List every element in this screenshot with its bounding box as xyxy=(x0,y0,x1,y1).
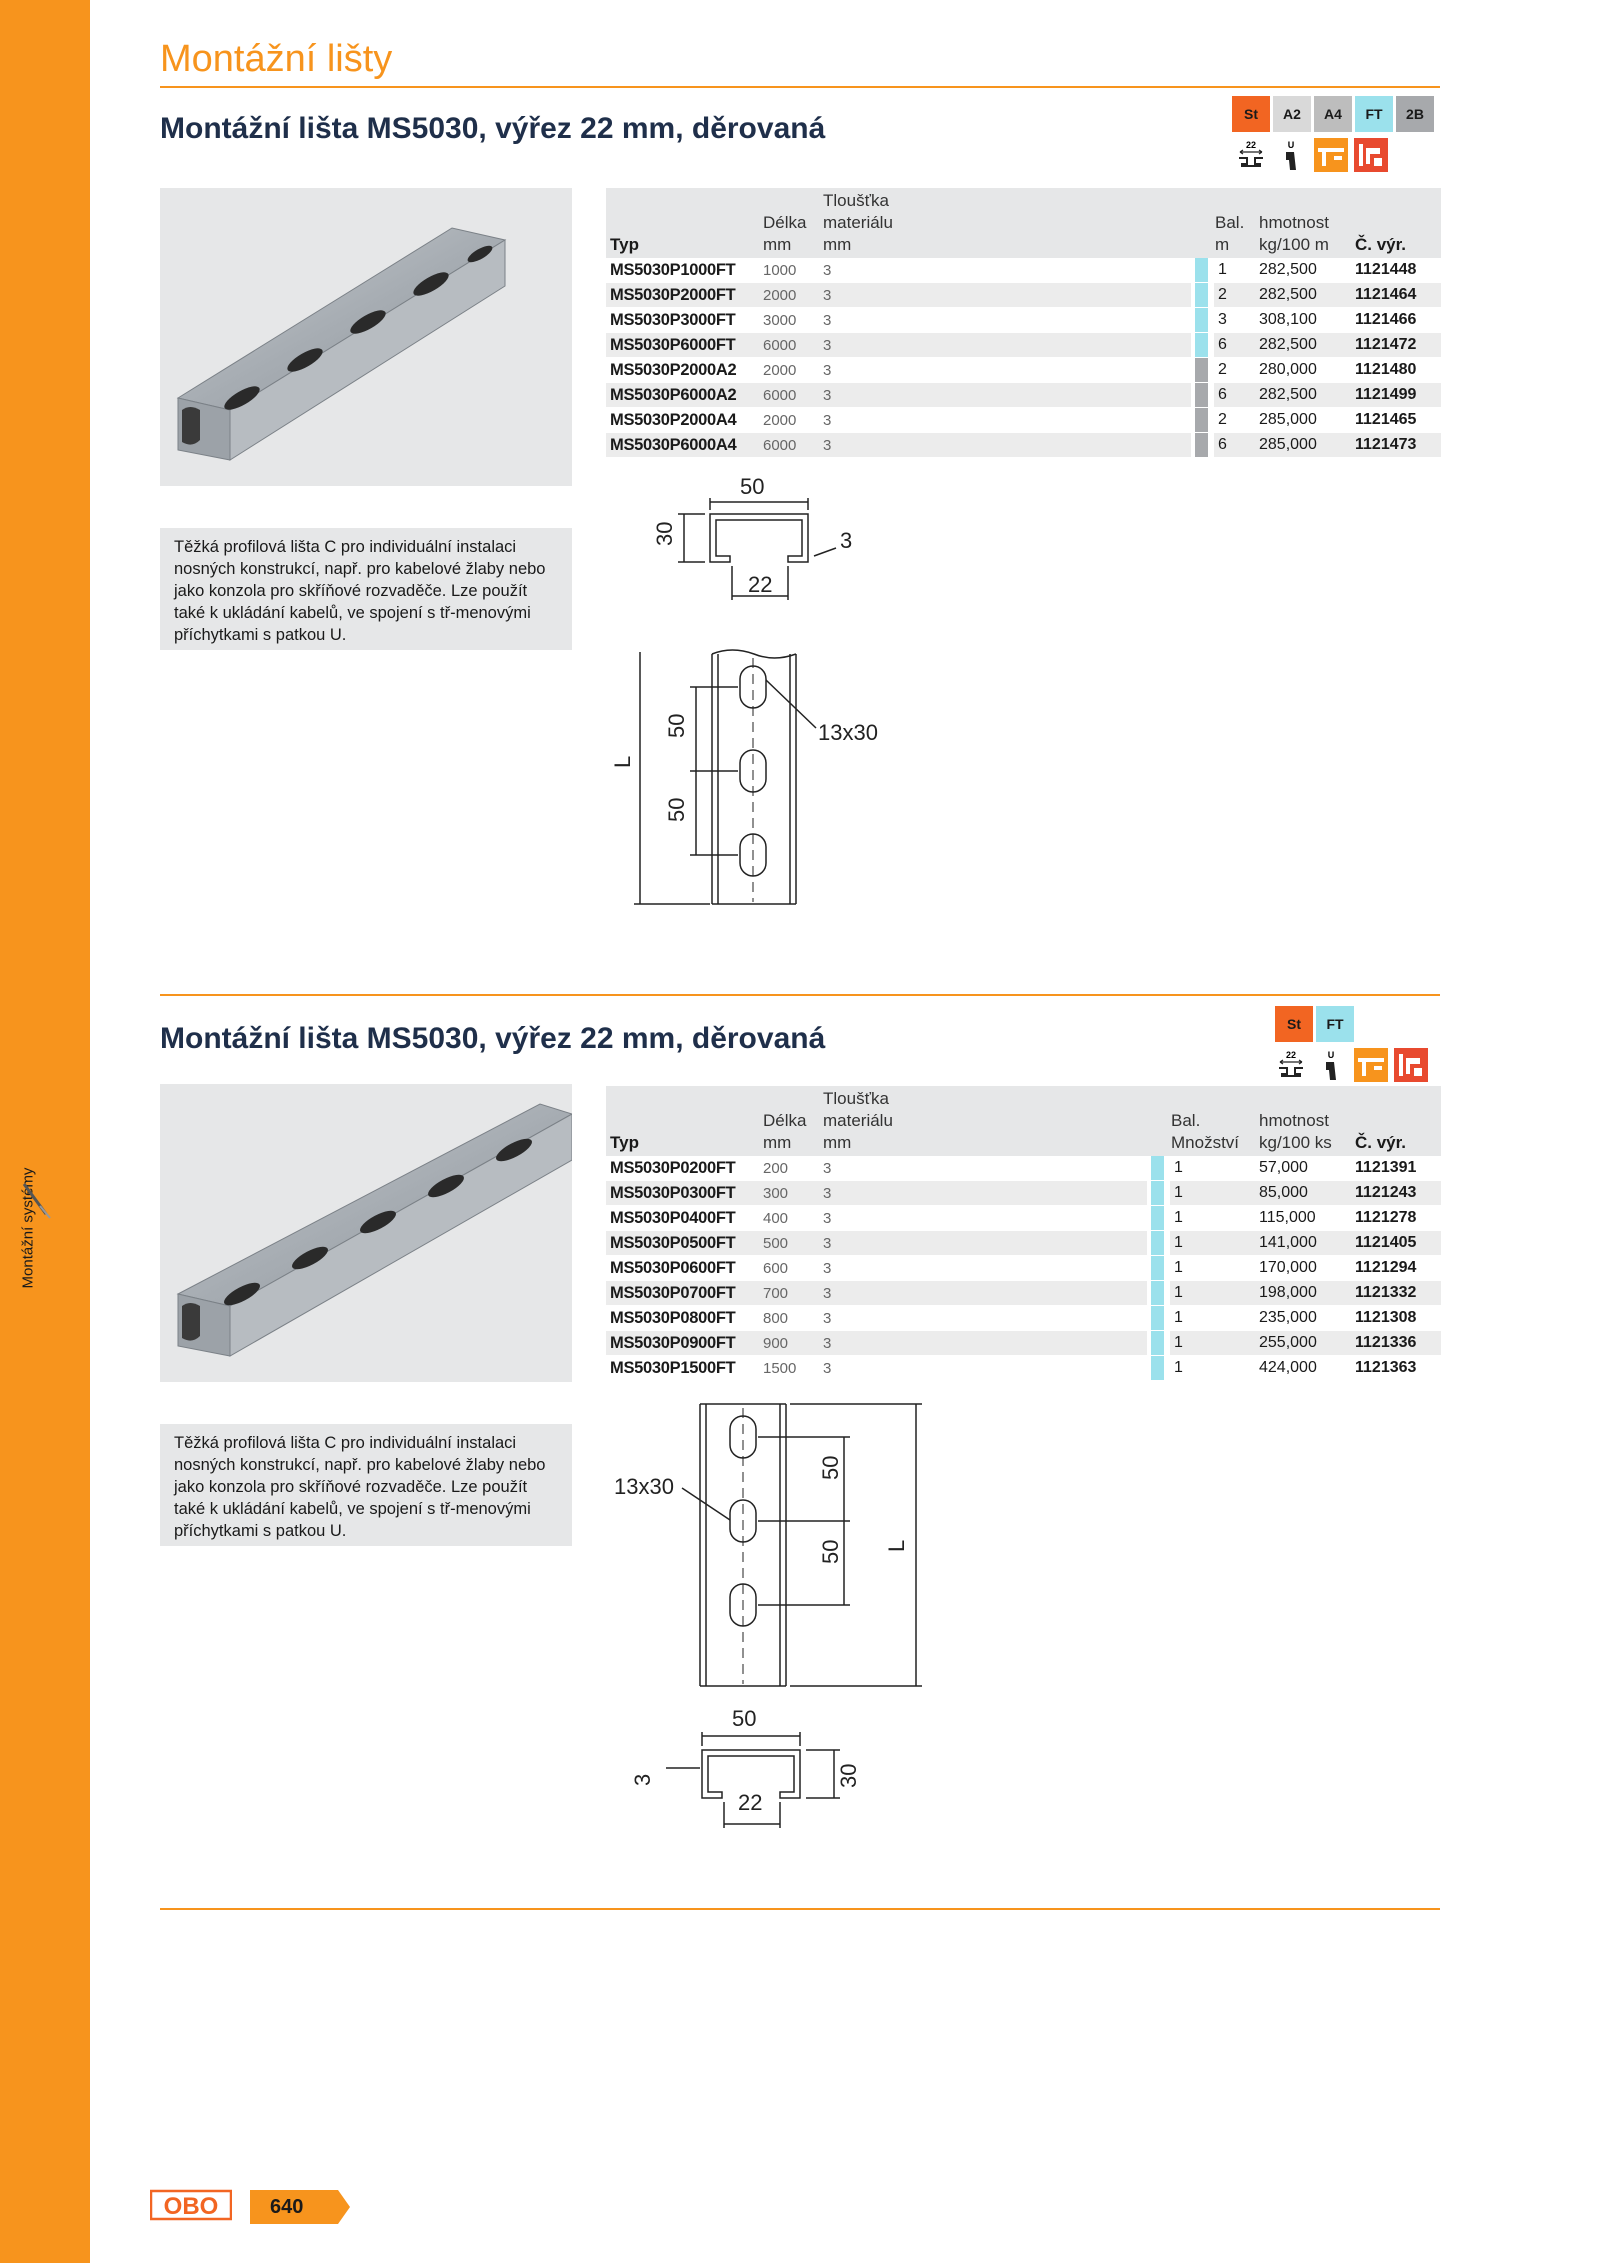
application-icons xyxy=(1234,138,1388,172)
cell-pack: 1 xyxy=(1167,1181,1255,1206)
table-row xyxy=(606,383,1441,408)
table-row xyxy=(606,1281,1441,1306)
cell-article: 1121332 xyxy=(1351,1281,1441,1306)
cell-type: MS5030P6000A2 xyxy=(606,383,759,408)
cell-thickness: 3 xyxy=(819,308,907,333)
col-marker xyxy=(1149,1086,1167,1156)
cell-pack: 1 xyxy=(1167,1206,1255,1231)
cell-length: 600 xyxy=(759,1256,819,1281)
col-weight: hmotnost kg/100 m xyxy=(1255,188,1351,258)
cell-weight: 198,000 xyxy=(1255,1281,1351,1306)
product-table xyxy=(606,188,1441,458)
cell-article: 1121480 xyxy=(1351,358,1441,383)
table-row xyxy=(606,1181,1441,1206)
cell-spacer xyxy=(907,333,1193,358)
dim-width: 50 xyxy=(740,474,765,499)
svg-text:22: 22 xyxy=(1285,1050,1297,1060)
cell-type: MS5030P6000FT xyxy=(606,333,759,358)
cell-spacer xyxy=(907,1306,1149,1331)
table-header xyxy=(606,1086,1441,1156)
bottom-divider xyxy=(160,1908,1440,1910)
col-thickness: Tloušťka materiálu mm xyxy=(819,188,907,258)
cell-type: MS5030P2000A4 xyxy=(606,408,759,433)
table-row xyxy=(606,1256,1441,1281)
cell-length: 3000 xyxy=(759,308,819,333)
cell-marker xyxy=(1193,308,1211,333)
cell-thickness: 3 xyxy=(819,1356,907,1381)
badge-ft: FT xyxy=(1316,1006,1354,1042)
table-row xyxy=(606,358,1441,383)
cell-article: 1121466 xyxy=(1351,308,1441,333)
cell-weight: 235,000 xyxy=(1255,1306,1351,1331)
cell-weight: 282,500 xyxy=(1255,283,1351,308)
cell-type: MS5030P2000FT xyxy=(606,283,759,308)
slot-22-icon xyxy=(1274,1048,1308,1082)
dim-slot: 22 xyxy=(748,572,773,597)
cell-type: MS5030P3000FT xyxy=(606,308,759,333)
cell-article: 1121405 xyxy=(1351,1231,1441,1256)
cell-article: 1121308 xyxy=(1351,1306,1441,1331)
dim-length: L xyxy=(884,1539,909,1552)
cell-pack: 1 xyxy=(1167,1231,1255,1256)
page-number: 640 xyxy=(250,2190,350,2224)
svg-text:22: 22 xyxy=(1245,140,1257,150)
material-badges xyxy=(1232,96,1434,132)
dim-pitch-a: 50 xyxy=(664,713,689,738)
cell-thickness: 3 xyxy=(819,358,907,383)
cell-thickness: 3 xyxy=(819,1156,907,1181)
col-length: Délka mm xyxy=(759,188,819,258)
cabinet-mount-icon xyxy=(1394,1048,1428,1082)
cell-article: 1121278 xyxy=(1351,1206,1441,1231)
dim-hole: 13x30 xyxy=(818,720,878,745)
table-row xyxy=(606,283,1441,308)
col-length: Délka mm xyxy=(759,1086,819,1156)
cell-article: 1121472 xyxy=(1351,333,1441,358)
cell-pack: 6 xyxy=(1211,433,1255,458)
product-description: Těžká profilová lišta C pro individuální instalaci nosných konstrukcí, např. pro kabelové žlaby nebo jako konzola pro skříňové rozvaděče. Lze použít také k ukládání kabelů, ve spojení s tř-menovými příchytkami s patkou U. xyxy=(160,1424,572,1546)
page-title: Montážní lišty xyxy=(160,38,393,80)
table-row xyxy=(606,308,1441,333)
sidebar xyxy=(0,0,90,2263)
dim-length: L xyxy=(610,755,635,768)
table-row xyxy=(606,258,1441,283)
col-spacer xyxy=(907,1086,1149,1156)
cell-thickness: 3 xyxy=(819,283,907,308)
cell-weight: 255,000 xyxy=(1255,1331,1351,1356)
col-thickness: Tloušťka materiálu mm xyxy=(819,1086,907,1156)
cell-article: 1121363 xyxy=(1351,1356,1441,1381)
badge-ft: FT xyxy=(1355,96,1393,132)
cell-weight: 282,500 xyxy=(1255,258,1351,283)
product-image xyxy=(160,188,572,486)
cell-marker xyxy=(1193,283,1211,308)
cell-spacer xyxy=(907,1356,1149,1381)
table-row xyxy=(606,1331,1441,1356)
col-article: Č. výr. xyxy=(1351,1086,1441,1156)
cell-pack: 2 xyxy=(1211,358,1255,383)
dim-slot: 22 xyxy=(738,1790,763,1815)
cell-type: MS5030P0400FT xyxy=(606,1206,759,1231)
cell-marker xyxy=(1193,433,1211,458)
cell-marker xyxy=(1149,1156,1167,1181)
product-image xyxy=(160,1084,572,1382)
cell-marker xyxy=(1149,1281,1167,1306)
cell-thickness: 3 xyxy=(819,333,907,358)
table-row xyxy=(606,1306,1441,1331)
cell-article: 1121448 xyxy=(1351,258,1441,283)
cell-length: 900 xyxy=(759,1331,819,1356)
cell-thickness: 3 xyxy=(819,1181,907,1206)
cell-weight: 115,000 xyxy=(1255,1206,1351,1231)
cell-length: 400 xyxy=(759,1206,819,1231)
pin-icon xyxy=(20,1180,52,1220)
cell-marker xyxy=(1193,333,1211,358)
cell-thickness: 3 xyxy=(819,1206,907,1231)
badge-a2: A2 xyxy=(1273,96,1311,132)
col-marker xyxy=(1193,188,1211,258)
cell-length: 6000 xyxy=(759,333,819,358)
u-bolt-icon xyxy=(1314,1048,1348,1082)
cell-pack: 6 xyxy=(1211,333,1255,358)
table-row xyxy=(606,1231,1441,1256)
cell-spacer xyxy=(907,1281,1149,1306)
cell-weight: 424,000 xyxy=(1255,1356,1351,1381)
cell-length: 300 xyxy=(759,1181,819,1206)
cell-spacer xyxy=(907,383,1193,408)
cell-weight: 141,000 xyxy=(1255,1231,1351,1256)
obo-logo xyxy=(150,2188,232,2222)
technical-drawing xyxy=(600,1396,940,1856)
cell-marker xyxy=(1193,258,1211,283)
cell-length: 1000 xyxy=(759,258,819,283)
cell-length: 2000 xyxy=(759,283,819,308)
cell-weight: 285,000 xyxy=(1255,408,1351,433)
application-icons xyxy=(1274,1048,1428,1082)
cell-weight: 282,500 xyxy=(1255,333,1351,358)
cell-weight: 170,000 xyxy=(1255,1256,1351,1281)
title-divider xyxy=(160,86,1440,88)
technical-drawing xyxy=(600,452,900,912)
badge-st: St xyxy=(1275,1006,1313,1042)
cell-article: 1121473 xyxy=(1351,433,1441,458)
cell-weight: 85,000 xyxy=(1255,1181,1351,1206)
section-divider xyxy=(160,994,1440,996)
cell-length: 500 xyxy=(759,1231,819,1256)
cell-type: MS5030P0800FT xyxy=(606,1306,759,1331)
product-table xyxy=(606,1086,1441,1381)
cell-pack: 1 xyxy=(1167,1306,1255,1331)
col-spacer xyxy=(907,188,1193,258)
rail-mount-icon xyxy=(1354,1048,1388,1082)
cell-type: MS5030P0200FT xyxy=(606,1156,759,1181)
cell-spacer xyxy=(907,258,1193,283)
dim-pitch-a: 50 xyxy=(818,1455,843,1480)
cell-pack: 3 xyxy=(1211,308,1255,333)
cell-marker xyxy=(1193,408,1211,433)
cell-spacer xyxy=(907,433,1193,458)
cell-spacer xyxy=(907,358,1193,383)
cell-pack: 1 xyxy=(1167,1356,1255,1381)
rail-mount-icon xyxy=(1314,138,1348,172)
cell-length: 200 xyxy=(759,1156,819,1181)
cell-length: 6000 xyxy=(759,383,819,408)
material-badges xyxy=(1275,1006,1354,1042)
col-article: Č. výr. xyxy=(1351,188,1441,258)
sidebar-label: Montážní systémy xyxy=(19,1167,37,1289)
cell-type: MS5030P0900FT xyxy=(606,1331,759,1356)
cell-marker xyxy=(1149,1331,1167,1356)
col-pack: Bal. Množství xyxy=(1167,1086,1255,1156)
cell-article: 1121499 xyxy=(1351,383,1441,408)
badge-a4: A4 xyxy=(1314,96,1352,132)
cell-thickness: 3 xyxy=(819,258,907,283)
table-row xyxy=(606,1156,1441,1181)
col-type: Typ xyxy=(606,188,759,258)
cell-spacer xyxy=(907,1206,1149,1231)
cell-marker xyxy=(1149,1181,1167,1206)
cell-thickness: 3 xyxy=(819,1306,907,1331)
cell-marker xyxy=(1149,1306,1167,1331)
cell-weight: 280,000 xyxy=(1255,358,1351,383)
section-title: Montážní lišta MS5030, výřez 22 mm, děrovaná xyxy=(160,1022,826,1055)
cell-thickness: 3 xyxy=(819,1231,907,1256)
dim-width: 50 xyxy=(732,1706,757,1731)
cell-pack: 6 xyxy=(1211,383,1255,408)
cell-length: 2000 xyxy=(759,408,819,433)
svg-text:U: U xyxy=(1327,1050,1335,1060)
cell-type: MS5030P2000A2 xyxy=(606,358,759,383)
cell-type: MS5030P1000FT xyxy=(606,258,759,283)
cell-pack: 2 xyxy=(1211,408,1255,433)
cell-article: 1121243 xyxy=(1351,1181,1441,1206)
cell-weight: 57,000 xyxy=(1255,1156,1351,1181)
table-row xyxy=(606,333,1441,358)
slot-22-icon xyxy=(1234,138,1268,172)
cell-spacer xyxy=(907,1331,1149,1356)
dim-height: 30 xyxy=(652,521,677,546)
cell-pack: 1 xyxy=(1167,1281,1255,1306)
cell-pack: 1 xyxy=(1167,1156,1255,1181)
cell-thickness: 3 xyxy=(819,433,907,458)
table-row xyxy=(606,1356,1441,1381)
cell-spacer xyxy=(907,283,1193,308)
cell-length: 2000 xyxy=(759,358,819,383)
col-type: Typ xyxy=(606,1086,759,1156)
cell-marker xyxy=(1149,1256,1167,1281)
dim-thickness: 3 xyxy=(630,1773,655,1786)
cell-type: MS5030P0600FT xyxy=(606,1256,759,1281)
cell-length: 800 xyxy=(759,1306,819,1331)
u-bolt-icon xyxy=(1274,138,1308,172)
cell-pack: 2 xyxy=(1211,283,1255,308)
cell-article: 1121464 xyxy=(1351,283,1441,308)
cell-weight: 282,500 xyxy=(1255,383,1351,408)
section-title: Montážní lišta MS5030, výřez 22 mm, děrovaná xyxy=(160,112,826,145)
cell-type: MS5030P6000A4 xyxy=(606,433,759,458)
cell-length: 6000 xyxy=(759,433,819,458)
product-description: Těžká profilová lišta C pro individuální instalaci nosných konstrukcí, např. pro kabelové žlaby nebo jako konzola pro skříňové rozvaděče. Lze použít také k ukládání kabelů, ve spojení s tř-menovými příchytkami s patkou U. xyxy=(160,528,572,650)
badge-2b: 2B xyxy=(1396,96,1434,132)
cell-marker xyxy=(1149,1206,1167,1231)
cell-thickness: 3 xyxy=(819,1281,907,1306)
svg-text:OBO: OBO xyxy=(163,2193,219,2220)
svg-text:U: U xyxy=(1287,140,1295,150)
cell-weight: 308,100 xyxy=(1255,308,1351,333)
table-header xyxy=(606,188,1441,258)
cell-length: 1500 xyxy=(759,1356,819,1381)
cell-thickness: 3 xyxy=(819,1256,907,1281)
table-row xyxy=(606,1206,1441,1231)
cell-marker xyxy=(1149,1356,1167,1381)
cell-article: 1121391 xyxy=(1351,1156,1441,1181)
cabinet-mount-icon xyxy=(1354,138,1388,172)
dim-hole: 13x30 xyxy=(614,1474,674,1499)
dim-pitch-b: 50 xyxy=(818,1539,843,1564)
cell-pack: 1 xyxy=(1211,258,1255,283)
cell-article: 1121294 xyxy=(1351,1256,1441,1281)
cell-marker xyxy=(1149,1231,1167,1256)
cell-marker xyxy=(1193,383,1211,408)
cell-article: 1121336 xyxy=(1351,1331,1441,1356)
cell-length: 700 xyxy=(759,1281,819,1306)
cell-pack: 1 xyxy=(1167,1331,1255,1356)
cell-thickness: 3 xyxy=(819,1331,907,1356)
cell-spacer xyxy=(907,1231,1149,1256)
cell-type: MS5030P0500FT xyxy=(606,1231,759,1256)
col-pack: Bal. m xyxy=(1211,188,1255,258)
cell-spacer xyxy=(907,1156,1149,1181)
badge-st: St xyxy=(1232,96,1270,132)
cell-type: MS5030P1500FT xyxy=(606,1356,759,1381)
cell-marker xyxy=(1193,358,1211,383)
dim-height: 30 xyxy=(836,1763,861,1788)
dim-thickness: 3 xyxy=(840,528,853,553)
cell-thickness: 3 xyxy=(819,408,907,433)
cell-pack: 1 xyxy=(1167,1256,1255,1281)
cell-type: MS5030P0700FT xyxy=(606,1281,759,1306)
dim-pitch-b: 50 xyxy=(664,797,689,822)
cell-weight: 285,000 xyxy=(1255,433,1351,458)
cell-spacer xyxy=(907,308,1193,333)
cell-article: 1121465 xyxy=(1351,408,1441,433)
col-weight: hmotnost kg/100 ks xyxy=(1255,1086,1351,1156)
table-row xyxy=(606,408,1441,433)
cell-spacer xyxy=(907,1181,1149,1206)
cell-spacer xyxy=(907,408,1193,433)
cell-thickness: 3 xyxy=(819,383,907,408)
cell-spacer xyxy=(907,1256,1149,1281)
cell-type: MS5030P0300FT xyxy=(606,1181,759,1206)
